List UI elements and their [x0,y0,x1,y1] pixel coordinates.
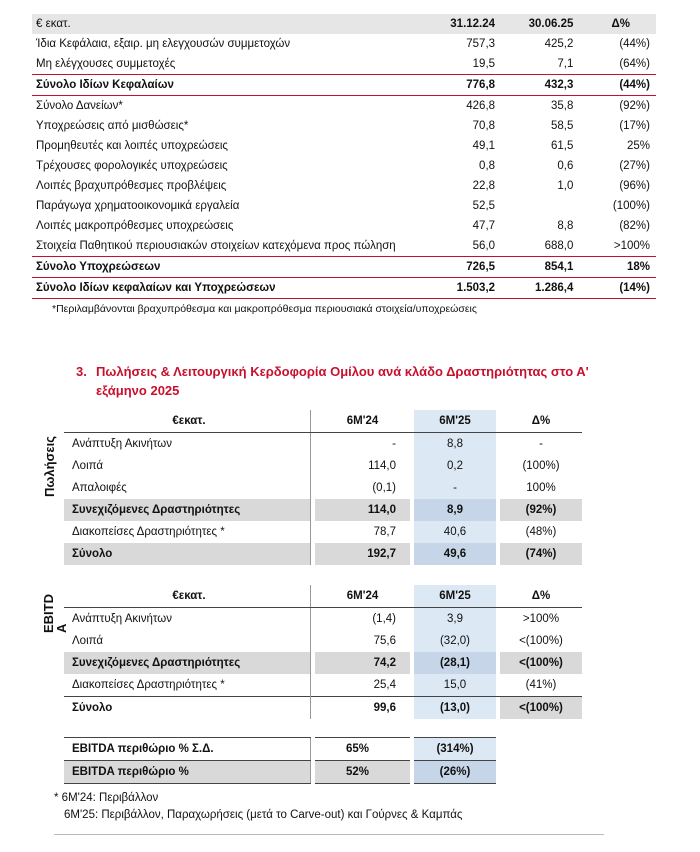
sales-row-delta: (48%) [525,526,557,538]
sales-row-delta: 100% [526,482,556,494]
ebitda-row-label: Συνεχιζόμενες Δραστηριότητες [64,652,311,674]
ebitda-side-label-text: EBITD A [41,594,69,633]
balance-row-value-2025: 35,8 [550,100,574,112]
balance-row-delta: (14%) [587,278,656,299]
balance-row-label: Σύνολο Δανείων* [36,100,123,112]
section-title [76,362,636,400]
balance-row-value-2025: 1.286,4 [509,278,587,299]
balance-row [32,96,656,117]
sales-row [64,543,582,565]
ebitda-row [64,697,582,720]
balance-row-label: Παράγωγα χρηματοοικονομικά εργαλεία [36,200,240,212]
balance-row-value-2025: 8,8 [557,220,574,232]
balance-row-value-2025: 854,1 [509,257,587,278]
balance-row [32,156,656,176]
sales-table [64,410,582,565]
balance-row-value-2025: 61,5 [550,140,574,152]
margin-row-6m25: (314%) [414,738,496,761]
sales-row-6m25: - [414,477,496,499]
balance-row-label: Τρέχουσες φορολογικές υποχρεώσεις [36,160,228,172]
sales-row-6m25: 49,6 [414,543,496,565]
balance-row-delta: (44%) [587,75,656,96]
balance-row-delta: (64%) [619,58,650,70]
ebitda-row-6m25: 3,9 [414,608,496,631]
balance-row [32,136,656,156]
balance-row-value-2024: 1.503,2 [431,278,509,299]
balance-row-value-2024: 19,5 [472,58,496,70]
ebitda-header-c2: 6Μ'25 [414,585,496,608]
sales-row-label: Λοιπά [72,460,104,472]
ebitda-row-6m25: (28,1) [414,652,496,674]
sales-side-label: Πωλήσεις [42,436,57,497]
balance-row-value-2024: 70,8 [472,120,496,132]
ebitda-row-6m24: 75,6 [373,635,396,647]
margin-row [64,738,496,761]
ebitda-row-delta: (41%) [525,679,557,691]
balance-header-col2: 30.06.25 [509,14,587,34]
balance-row-value-2025: 425,2 [544,38,574,50]
sales-header-row [64,410,582,433]
sales-row-6m24: (0,1) [372,482,396,494]
balance-row-label: Μη ελέγχουσες συμμετοχές [36,58,176,70]
segment-footnote-line1: * 6Μ'24: Περιβάλλον [54,792,159,804]
ebitda-row-delta: <(100%) [500,697,582,720]
sales-row [64,455,582,477]
bottom-rule [54,834,604,835]
ebitda-row-delta: >100% [522,613,560,625]
balance-row-value-2024: 47,7 [472,220,496,232]
ebitda-header-c3: Δ% [500,585,582,608]
margin-row-6m24: 52% [315,761,410,784]
balance-row [32,176,656,196]
segment-footnote [54,790,462,824]
ebitda-table [64,585,582,719]
ebitda-header-c1: 6Μ'24 [315,585,410,608]
sales-row [64,499,582,521]
sales-header-label: €εκατ. [64,410,311,433]
balance-row-value-2024: 776,8 [431,75,509,96]
balance-row-value-2025: 0,6 [557,160,574,172]
balance-row-delta: (92%) [619,100,650,112]
sales-row-6m24: - [392,438,396,450]
balance-row-label: Προμηθευτές και λοιπές υποχρεώσεις [36,140,228,152]
sales-row-6m24: 78,7 [373,526,396,538]
margins-table [64,737,496,784]
balance-row-label: Σύνολο Ιδίων κεφαλαίων και Υποχρεώσεων [32,278,431,299]
balance-row-delta: (17%) [619,120,650,132]
ebitda-row-6m25: (32,0) [414,630,496,652]
ebitda-header-label: €εκατ. [64,585,311,608]
sales-row-label: Διακοπείσες Δραστηριότητες * [72,526,225,538]
sales-row-delta: (74%) [500,543,582,565]
margin-row-label: EBITDA περιθώριο % Σ.Δ. [64,738,311,761]
ebitda-row-delta: <(100%) [500,652,582,674]
ebitda-row-6m24: (1,4) [372,613,396,625]
ebitda-row-delta: <(100%) [519,635,563,647]
balance-row-label: Σύνολο Υποχρεώσεων [32,257,431,278]
sales-row-6m24: 114,0 [315,499,410,521]
balance-row-value-2024: 757,3 [466,38,496,50]
margin-row-label: EBITDA περιθώριο % [64,761,311,784]
balance-row-value-2024: 56,0 [472,240,496,252]
balance-row-delta: (82%) [619,220,650,232]
sales-row-6m25: 0,2 [414,455,496,477]
sales-row [64,433,582,456]
balance-footnote: *Περιλαμβάνονται βραχυπρόθεσμα και μακροπρόθεσμα περιουσιακά στοιχεία/υποχρεώσεις [52,303,477,315]
balance-row-value-2025: 432,3 [509,75,587,96]
ebitda-row [64,630,582,652]
ebitda-row [64,608,582,631]
balance-row-delta: (96%) [619,180,650,192]
ebitda-row-label: Ανάπτυξη Ακινήτων [72,613,172,625]
sales-row-6m25: 40,6 [414,521,496,543]
balance-row-value-2024: 22,8 [472,180,496,192]
balance-row [32,257,656,278]
sales-row-label: Ανάπτυξη Ακινήτων [72,438,172,450]
ebitda-row-6m24: 74,2 [315,652,410,674]
ebitda-header-row [64,585,582,608]
balance-row-delta: (100%) [612,200,650,212]
balance-row-delta: >100% [613,240,650,252]
sales-header-c3: Δ% [500,410,582,433]
ebitda-row [64,674,582,697]
sales-row-label: Απαλοιφές [72,482,127,494]
balance-row-value-2024: 0,8 [479,160,496,172]
balance-row-delta: (44%) [619,38,650,50]
sales-row-6m24: 192,7 [315,543,410,565]
sales-header-c1: 6Μ'24 [315,410,410,433]
balance-table [32,14,656,299]
ebitda-row-6m24: 99,6 [315,697,410,720]
sales-header-c2: 6Μ'25 [414,410,496,433]
balance-row [32,216,656,236]
sales-row-label: Σύνολο [64,543,311,565]
ebitda-row [64,652,582,674]
segment-footnote-line2: 6Μ'25: Περιβάλλον, Παραχωρήσεις (μετά το Carve-out) και Γούρνες & Καμπάς [64,809,463,821]
margin-row-6m24: 65% [315,738,410,761]
balance-row-value-2025 [509,196,587,216]
sales-row-6m24: 114,0 [368,460,396,472]
balance-row-label: Λοιπές βραχυπρόθεσμες προβλέψεις [36,180,227,192]
balance-row-label: Λοιπές μακροπρόθεσμες υποχρεώσεις [36,220,234,232]
margin-row [64,761,496,784]
balance-row-delta: (27%) [619,160,650,172]
ebitda-row-6m24: 25,4 [373,679,396,691]
sales-row-6m25: 8,9 [414,499,496,521]
sales-row [64,477,582,499]
balance-row [32,278,656,299]
balance-row-value-2025: 688,0 [544,240,574,252]
balance-row [32,236,656,257]
balance-header-row [32,14,656,34]
balance-row-label: Υποχρεώσεις από μισθώσεις* [36,120,189,132]
balance-row [32,75,656,96]
ebitda-row-label: Διακοπείσες Δραστηριότητες * [72,679,225,691]
balance-row-value-2024: 49,1 [472,140,496,152]
balance-row-label: Ίδια Κεφάλαια, εξαιρ. μη ελεγχουσών συμμετοχών [36,38,291,50]
margin-row-6m25: (26%) [414,761,496,784]
sales-row-delta: (92%) [500,499,582,521]
balance-row-label: Σύνολο Ιδίων Κεφαλαίων [32,75,431,96]
sales-row-delta: - [539,438,543,450]
balance-row-delta: 18% [587,257,656,278]
balance-row-value-2024: 52,5 [472,200,496,212]
balance-header-col3: Δ% [587,14,656,34]
balance-header-label: € εκατ. [32,14,431,34]
sales-row [64,521,582,543]
balance-row-value-2024: 726,5 [431,257,509,278]
balance-row [32,34,656,54]
balance-row-value-2025: 58,5 [550,120,574,132]
balance-row [32,196,656,216]
ebitda-row-label: Λοιπά [72,635,104,647]
section-title-text: Πωλήσεις & Λειτουργική Κερδοφορία Ομίλου ανά κλάδο Δραστηριότητας στο Α' εξάμηνο 2025 [96,364,589,398]
sales-row-6m25: 8,8 [414,433,496,456]
balance-row-value-2024: 426,8 [466,100,496,112]
ebitda-row-6m25: 15,0 [414,674,496,697]
sales-row-label: Συνεχιζόμενες Δραστηριότητες [64,499,311,521]
balance-row-delta: 25% [626,140,650,152]
balance-row [32,54,656,75]
balance-row [32,116,656,136]
balance-row-label: Στοιχεία Παθητικού περιουσιακών στοιχείων κατεχόμενα προς πώληση [36,240,396,252]
sales-row-delta: (100%) [522,460,560,472]
ebitda-row-6m25: (13,0) [414,697,496,720]
balance-row-value-2025: 7,1 [557,58,574,70]
balance-row-value-2025: 1,0 [557,180,574,192]
section-number: 3. [76,364,87,379]
balance-header-col1: 31.12.24 [431,14,509,34]
ebitda-row-label: Σύνολο [64,697,311,720]
